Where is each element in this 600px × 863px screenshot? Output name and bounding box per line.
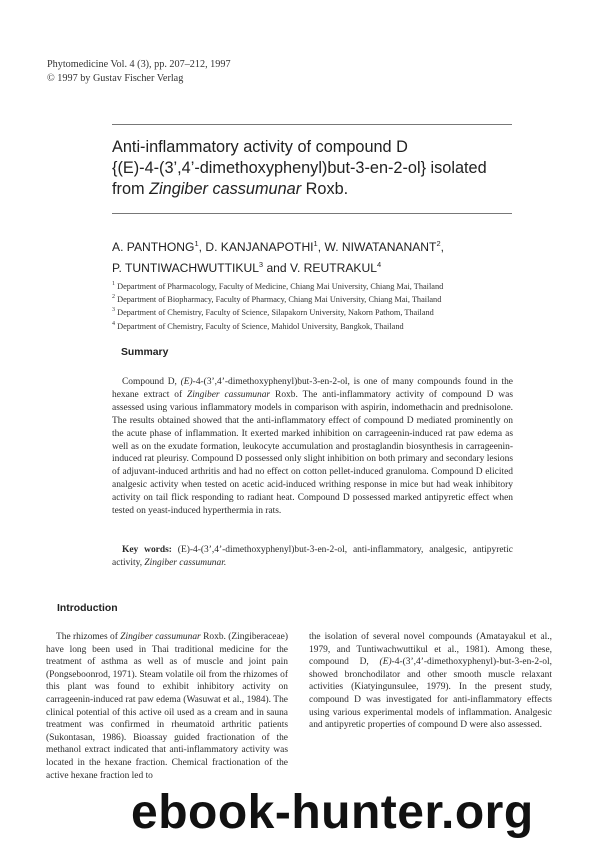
author-name: W. NIWATANANANT: [324, 240, 437, 255]
author-name: D. KANJANAPOTHI: [205, 240, 314, 255]
author-line-2: P. TUNTIWACHWUTTIKUL$^3$ and V. REUTRAKUL$^4$: [112, 260, 382, 276]
keywords: Key words: (E)-4-(3’,4’-dimethoxyphenyl)but-3-en-2-ol, anti-inflammatory, analgesic, antipyretic activity, Zingiber cassumunar.: [112, 545, 513, 568]
introduction-right-column: [309, 631, 552, 732]
introduction-paragraph: The rhizomes of Zingiber cassumunar Roxb. (Zingiberaceae) have long been used in Thai traditional medicine for the treatment of asthma as well as of muscle and joint pain (Pongseboonrod, 1971). Steam volatile oil from the rhizomes of this plant was found to exhibit inhibitory activity on carrageenin-induced rat paw edema (Wasuwat et al., 1984). The clinical potential of this active oil used as a cream and in sauna treatment was confirmed in rheumatoid arthritic patients (Sukontasan, 1986). Bioassay guided fractionation of the methanol extract indicated that anti-inflammatory activity was located in the hexane fraction. Chemical fractionation of the active hexane fraction led to: [46, 632, 288, 781]
title-bottom-rule: [112, 213, 512, 214]
site-watermark: ebook-hunter.org: [131, 786, 534, 839]
affiliation-item: $^1$ Department of Pharmacology, Faculty of Medicine, Chiang Mai University, Chiang Mai, Thailand: [112, 281, 444, 291]
journal-header: [47, 58, 231, 86]
journal-copyright: © 1997 by Gustav Fischer Verlag: [47, 73, 184, 84]
affiliation-item: $^2$ Department of Biopharmacy, Faculty of Pharmacy, Chiang Mai University, Chiang Mai, Thailand: [112, 294, 442, 304]
journal-citation: Phytomedicine Vol. 4 (3), pp. 207–212, 1997: [47, 59, 231, 70]
summary-body: [112, 376, 513, 518]
author-line-1: A. PANTHONG$^1$, D. KANJANAPOTHI$^1$, W. NIWATANANANT$^2$,: [112, 239, 444, 255]
title-line-1: Anti-inflammatory activity of compound D: [112, 138, 408, 156]
author-name: P. TUNTIWACHWUTTIKUL: [112, 261, 259, 276]
author-name: V. REUTRAKUL: [290, 261, 377, 276]
summary-heading: Summary: [121, 347, 169, 358]
keywords-species: Zingiber cassumunar.: [144, 558, 227, 568]
introduction-heading: Introduction: [57, 603, 118, 614]
affiliation-item: $^4$ Department of Chemistry, Faculty of Science, Mahidol University, Bangkok, Thailand: [112, 320, 404, 331]
author-list: [112, 235, 532, 277]
summary-paragraph: Compound D, (E)-4-(3’,4’-dimethoxyphenyl)but-3-en-2-ol, is one of many compounds found in the hexane extract of Zingiber cassumunar Roxb. The anti-inflammatory activity of compound D was assessed using various inflammatory models in comparison with aspirin, indomethacin and prednisolone. The results obtained showed that the anti-inflammatory effect of compound D mediated prominently on the acute phase of inflammation. It exerted marked inhibition on carrageenin-induced rat paw edema as well as on the exudate formation, leukocyte accumulation and prostaglandin biosynthesis in carrageenin-induced rat pleurisy. Compound D possessed only slight inhibition on both primary and secondary lesions of adjuvant-induced arthritis and had no effect on cotton pellet-induced granuloma. Compound D elicited analgesic activity when tested on acetic acid-induced writhing response in mice but had weak inhibitory activity on tail flick responding to radiant heat. Compound D possessed marked antipyretic effect when tested on yeast-induced hyperthermia in rats.: [112, 377, 513, 517]
title-top-rule: [112, 124, 512, 125]
introduction-paragraph-continued: the isolation of several novel compounds (Amatayakul et al., 1979, and Tuntiwachwuttikul et al., 1981). Among these, compound D, (E)-4-(3’,4’-dimethoxyphenyl)-but-3-en-2-ol, showed bronchodilator and other smooth muscle relaxant activities (Kiatyingunsulee, 1979). In the present study, compound D was investigated for anti-inflammatory effects using various experimental models of inflammation. Analgesic and antipyretic properties of compound D were also assessed.: [309, 632, 552, 731]
keywords-label: Key words:: [122, 545, 172, 555]
title-line-3: from Zingiber cassumunar Roxb.: [112, 180, 349, 198]
author-name: A. PANTHONG: [112, 240, 195, 255]
affiliation-item: $^3$ Department of Chemistry, Faculty of Science, Silapakorn University, Nakorn Pathom, Thailand: [112, 307, 434, 318]
introduction-left-column: [46, 631, 288, 782]
title-line-2: {(E)-4-(3’,4’-dimethoxyphenyl)but-3-en-2-ol} isolated: [112, 159, 487, 177]
article-title: [112, 137, 532, 200]
summary-species: Zingiber cassumunar: [187, 389, 271, 400]
title-species: Zingiber cassumunar: [149, 180, 302, 198]
affiliation-list: [112, 279, 532, 332]
